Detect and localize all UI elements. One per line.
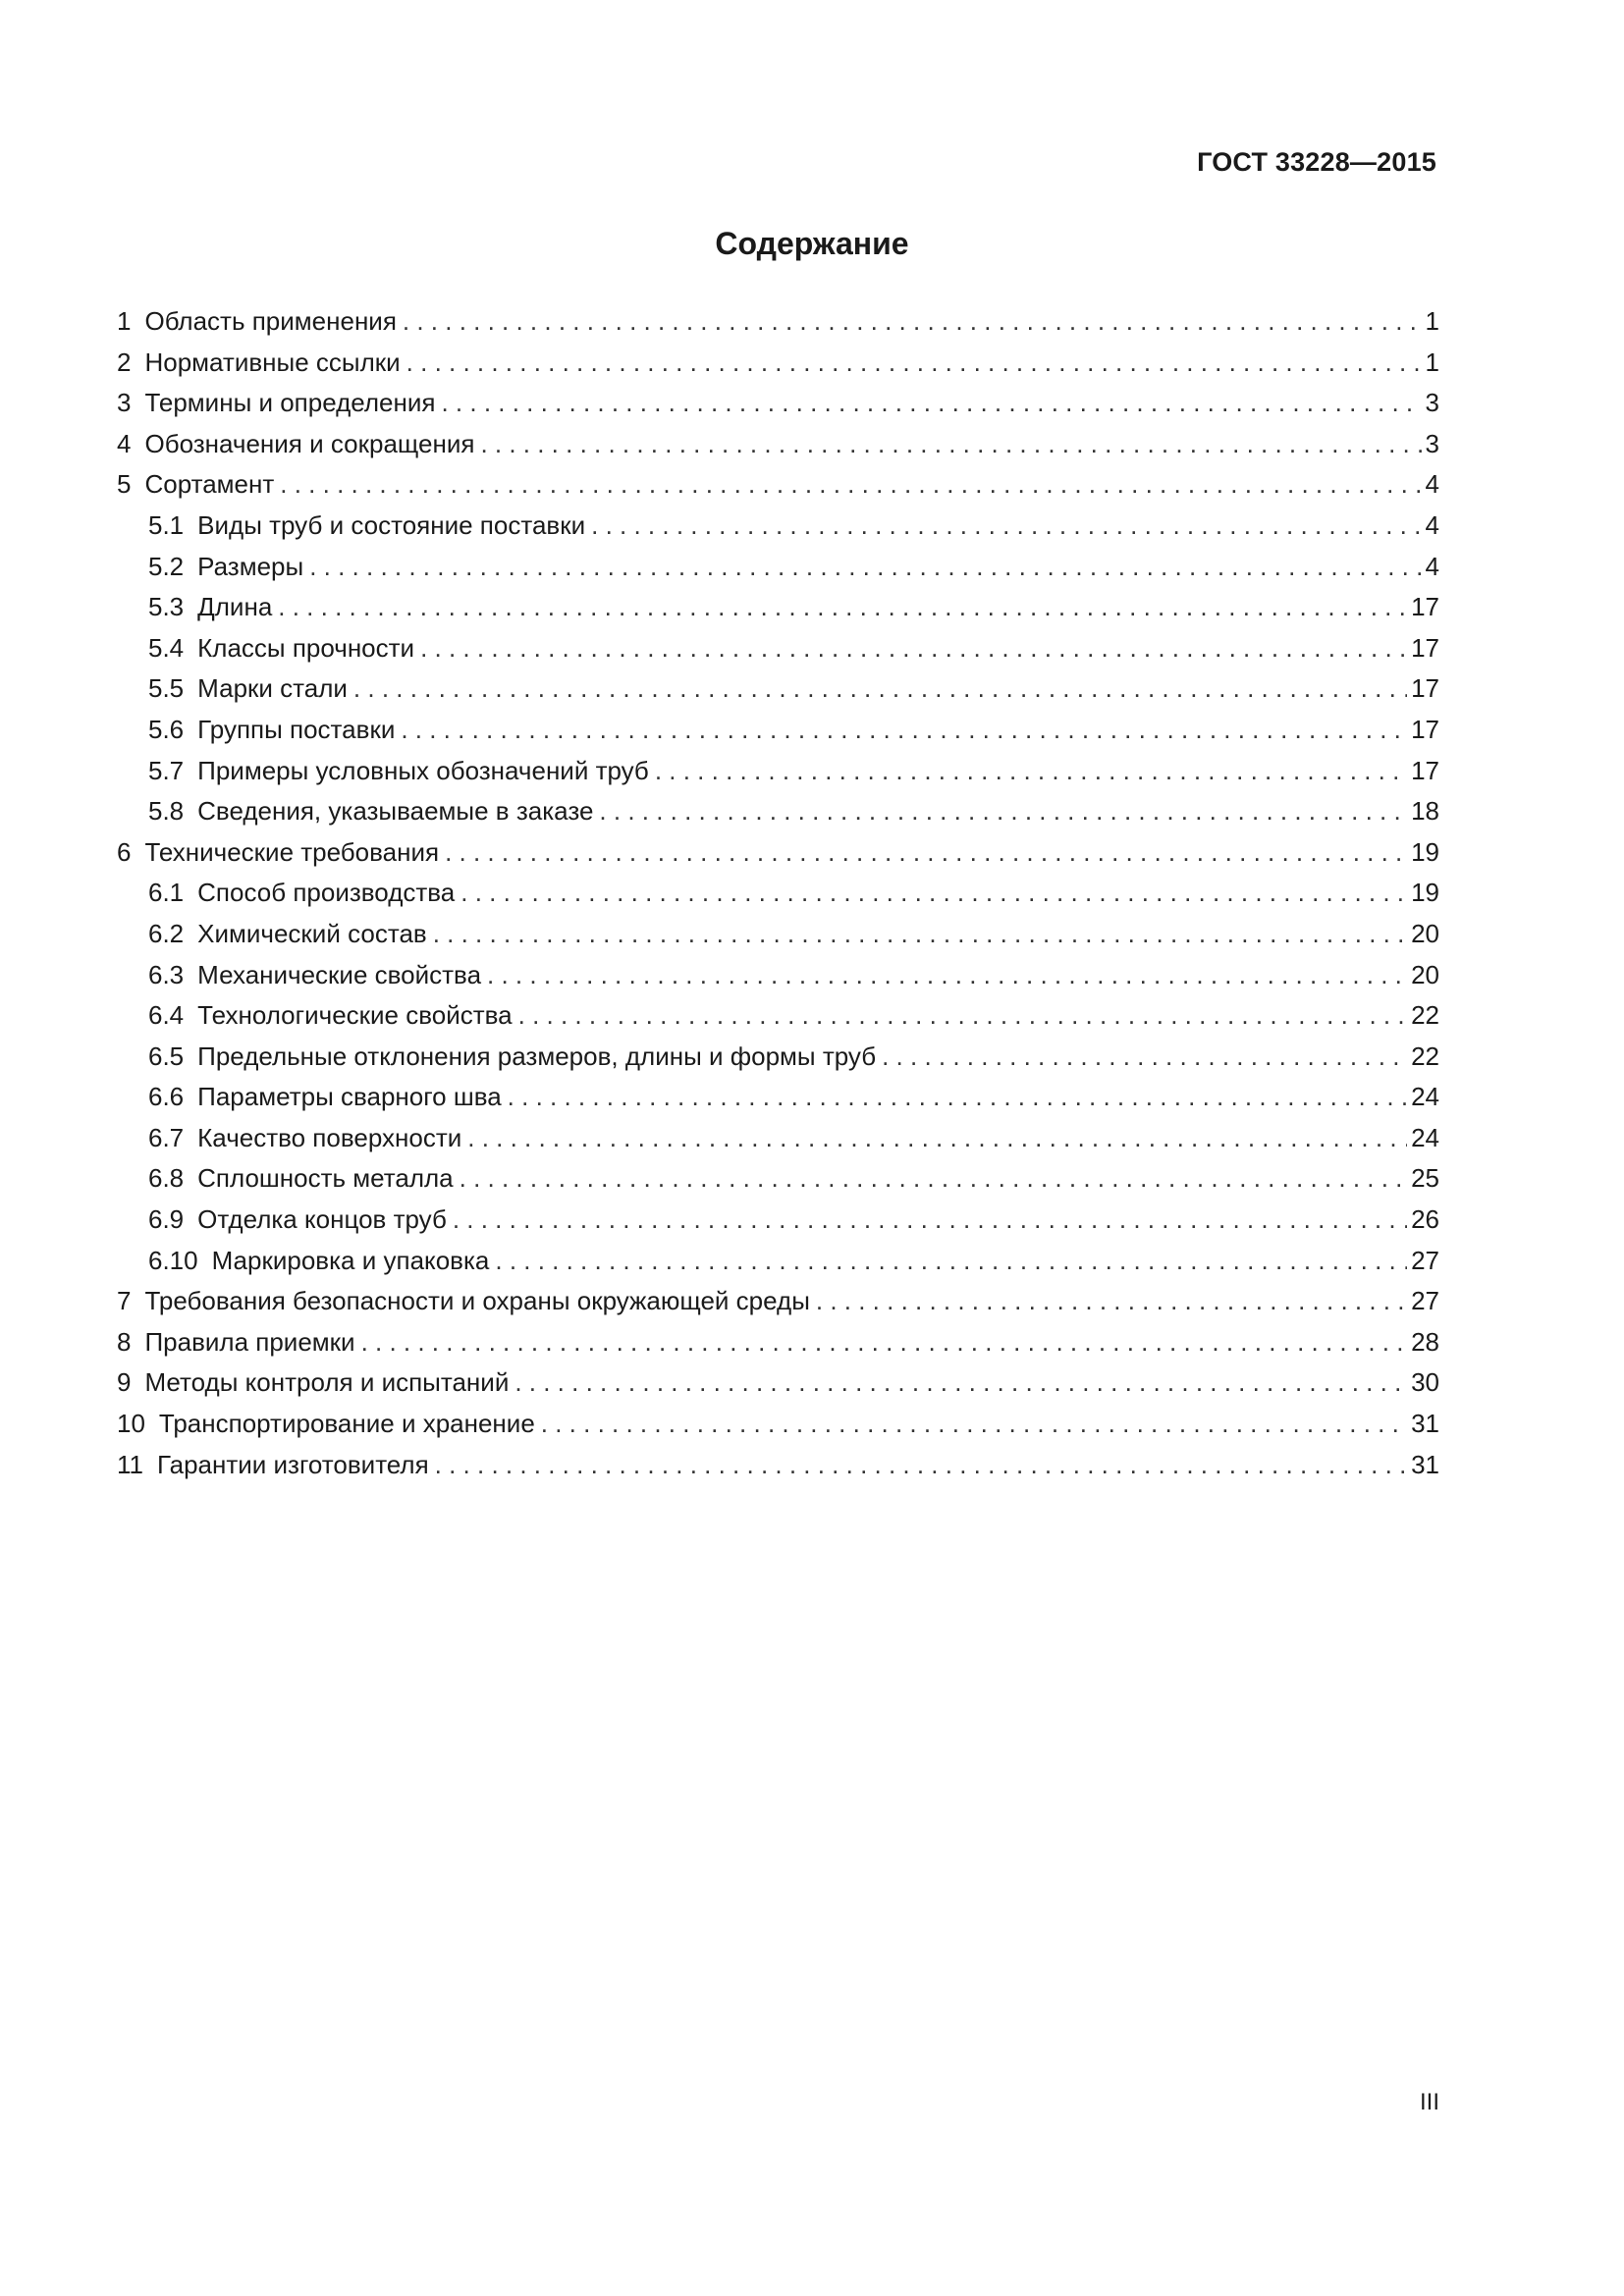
toc-entry-number: 5.6 [148,714,185,744]
toc-entry-page: 28 [1411,1326,1439,1357]
table-of-contents [117,301,1439,1485]
toc-entry-label: Примеры условных обозначений труб [197,755,649,785]
toc-entry[interactable] [117,1241,1439,1282]
toc-entry[interactable] [117,873,1439,914]
toc-entry[interactable] [117,343,1439,384]
toc-entry-label: Параметры сварного шва [197,1082,502,1112]
toc-entry-number: 11 [117,1449,143,1479]
toc-entry-label: Размеры [197,551,304,581]
page-number: III [1419,2089,1439,2115]
toc-entry[interactable] [117,751,1439,792]
toc-leader-dots [599,791,1407,832]
toc-entry-label: Длина [197,592,273,622]
toc-leader-dots [514,1362,1407,1404]
toc-entry-page: 18 [1411,796,1439,827]
toc-entry-page: 31 [1411,1449,1439,1479]
toc-leader-dots [309,547,1421,588]
toc-entry-label: Марки стали [197,673,348,704]
toc-leader-dots [406,343,1422,384]
toc-entry[interactable] [117,1200,1439,1241]
toc-entry[interactable] [117,1322,1439,1363]
toc-entry-page: 30 [1411,1367,1439,1398]
toc-leader-dots [403,301,1422,343]
toc-entry-label: Термины и определения [144,388,436,418]
toc-entry-label: Требования безопасности и охраны окружающей среды [144,1286,810,1316]
toc-entry[interactable] [117,914,1439,955]
toc-entry-number: 5.8 [148,796,185,827]
toc-entry[interactable] [117,1362,1439,1404]
toc-leader-dots [445,832,1407,874]
toc-entry-number: 6.6 [148,1082,185,1112]
toc-entry-number: 3 [117,388,132,418]
toc-entry-page: 31 [1411,1409,1439,1439]
toc-leader-dots [487,955,1407,996]
toc-entry-page: 26 [1411,1204,1439,1235]
toc-entry-label: Механические свойства [197,959,482,989]
toc-entry[interactable] [117,383,1439,424]
toc-entry-number: 6.2 [148,918,185,948]
toc-leader-dots [361,1322,1408,1363]
toc-entry-page: 20 [1411,918,1439,948]
toc-leader-dots [280,464,1421,506]
toc-entry-label: Отделка концов труб [197,1204,447,1235]
toc-entry-label: Транспортирование и хранение [158,1409,535,1439]
toc-leader-dots [591,506,1421,547]
toc-entry-number: 6.3 [148,959,185,989]
toc-leader-dots [278,587,1407,628]
toc-entry-page: 17 [1411,632,1439,663]
toc-entry-number: 6.1 [148,878,185,908]
toc-entry[interactable] [117,668,1439,710]
toc-entry-number: 2 [117,347,132,377]
toc-entry-number: 1 [117,306,132,336]
toc-entry[interactable] [117,1404,1439,1445]
toc-entry-page: 4 [1425,469,1439,500]
toc-entry[interactable] [117,464,1439,506]
toc-leader-dots [541,1404,1407,1445]
toc-entry-label: Химический состав [197,918,427,948]
toc-entry-label: Обозначения и сокращения [144,428,475,458]
toc-entry-label: Нормативные ссылки [144,347,401,377]
toc-entry-page: 1 [1425,347,1439,377]
toc-leader-dots [433,914,1407,955]
toc-leader-dots [435,1445,1407,1486]
toc-entry-label: Технические требования [144,836,440,867]
toc-leader-dots [882,1037,1407,1078]
toc-entry-number: 7 [117,1286,132,1316]
toc-entry[interactable] [117,995,1439,1037]
toc-entry[interactable] [117,424,1439,465]
toc-entry-page: 17 [1411,755,1439,785]
toc-entry-label: Сплошность металла [197,1163,454,1194]
toc-entry-number: 6.5 [148,1041,185,1071]
toc-leader-dots [460,1158,1407,1200]
toc-entry-page: 4 [1425,509,1439,540]
toc-entry[interactable] [117,791,1439,832]
toc-entry[interactable] [117,710,1439,751]
toc-entry-page: 19 [1411,878,1439,908]
toc-entry-number: 6.8 [148,1163,185,1194]
toc-entry-number: 6.10 [148,1245,198,1275]
page-title: Содержание [715,226,909,261]
toc-entry-page: 22 [1411,1041,1439,1071]
toc-entry-label: Маркировка и упаковка [211,1245,490,1275]
toc-entry-label: Правила приемки [144,1326,355,1357]
toc-leader-dots [508,1077,1407,1118]
toc-entry-number: 5.4 [148,632,185,663]
toc-entry[interactable] [117,832,1439,874]
toc-entry-page: 1 [1425,306,1439,336]
toc-leader-dots [353,668,1407,710]
toc-entry[interactable] [117,587,1439,628]
toc-entry-page: 25 [1411,1163,1439,1194]
toc-leader-dots [460,873,1407,914]
toc-entry-number: 5 [117,469,132,500]
toc-entry-page: 24 [1411,1122,1439,1152]
toc-entry-number: 4 [117,428,132,458]
toc-leader-dots [495,1241,1407,1282]
toc-entry[interactable] [117,301,1439,343]
toc-entry-number: 5.3 [148,592,185,622]
toc-entry-page: 22 [1411,1000,1439,1031]
toc-entry-label: Виды труб и состояние поставки [197,509,586,540]
toc-entry[interactable] [117,1158,1439,1200]
toc-entry-page: 3 [1425,428,1439,458]
toc-leader-dots [420,628,1407,669]
toc-leader-dots [467,1118,1407,1159]
toc-entry[interactable] [117,1118,1439,1159]
toc-entry-number: 5.5 [148,673,185,704]
toc-leader-dots [453,1200,1407,1241]
toc-entry-label: Сортамент [144,469,275,500]
toc-entry-page: 19 [1411,836,1439,867]
toc-entry-number: 9 [117,1367,132,1398]
toc-entry[interactable] [117,1281,1439,1322]
toc-entry-label: Гарантии изготовителя [157,1449,429,1479]
toc-entry-page: 17 [1411,673,1439,704]
toc-entry-page: 17 [1411,592,1439,622]
toc-entry-number: 10 [117,1409,145,1439]
toc-entry-label: Группы поставки [197,714,396,744]
document-id: ГОСТ 33228—2015 [1197,147,1436,177]
toc-entry-number: 6 [117,836,132,867]
toc-entry-page: 20 [1411,959,1439,989]
toc-entry[interactable] [117,1445,1439,1486]
toc-entry[interactable] [117,628,1439,669]
toc-entry-page: 24 [1411,1082,1439,1112]
toc-entry-number: 5.1 [148,509,185,540]
toc-entry-number: 8 [117,1326,132,1357]
toc-leader-dots [401,710,1407,751]
toc-leader-dots [441,383,1421,424]
toc-entry[interactable] [117,506,1439,547]
toc-leader-dots [816,1281,1407,1322]
toc-entry-label: Технологические свойства [197,1000,513,1031]
toc-entry-label: Методы контроля и испытаний [144,1367,510,1398]
toc-entry[interactable] [117,1037,1439,1078]
toc-entry[interactable] [117,955,1439,996]
toc-entry-page: 27 [1411,1286,1439,1316]
toc-entry-label: Предельные отклонения размеров, длины и формы труб [197,1041,877,1071]
toc-entry-label: Сведения, указываемые в заказе [197,796,594,827]
toc-entry-label: Способ производства [197,878,456,908]
toc-entry-page: 3 [1425,388,1439,418]
toc-entry-number: 6.9 [148,1204,185,1235]
toc-entry-number: 6.4 [148,1000,185,1031]
toc-entry[interactable] [117,547,1439,588]
toc-entry-label: Классы прочности [197,632,415,663]
toc-leader-dots [480,424,1421,465]
toc-entry[interactable] [117,1077,1439,1118]
toc-entry-page: 4 [1425,551,1439,581]
toc-entry-label: Область применения [144,306,397,336]
toc-entry-number: 5.7 [148,755,185,785]
toc-entry-number: 6.7 [148,1122,185,1152]
toc-leader-dots [655,751,1407,792]
toc-leader-dots [518,995,1407,1037]
toc-entry-page: 27 [1411,1245,1439,1275]
toc-entry-number: 5.2 [148,551,185,581]
toc-entry-label: Качество поверхности [197,1122,462,1152]
toc-entry-page: 17 [1411,714,1439,744]
